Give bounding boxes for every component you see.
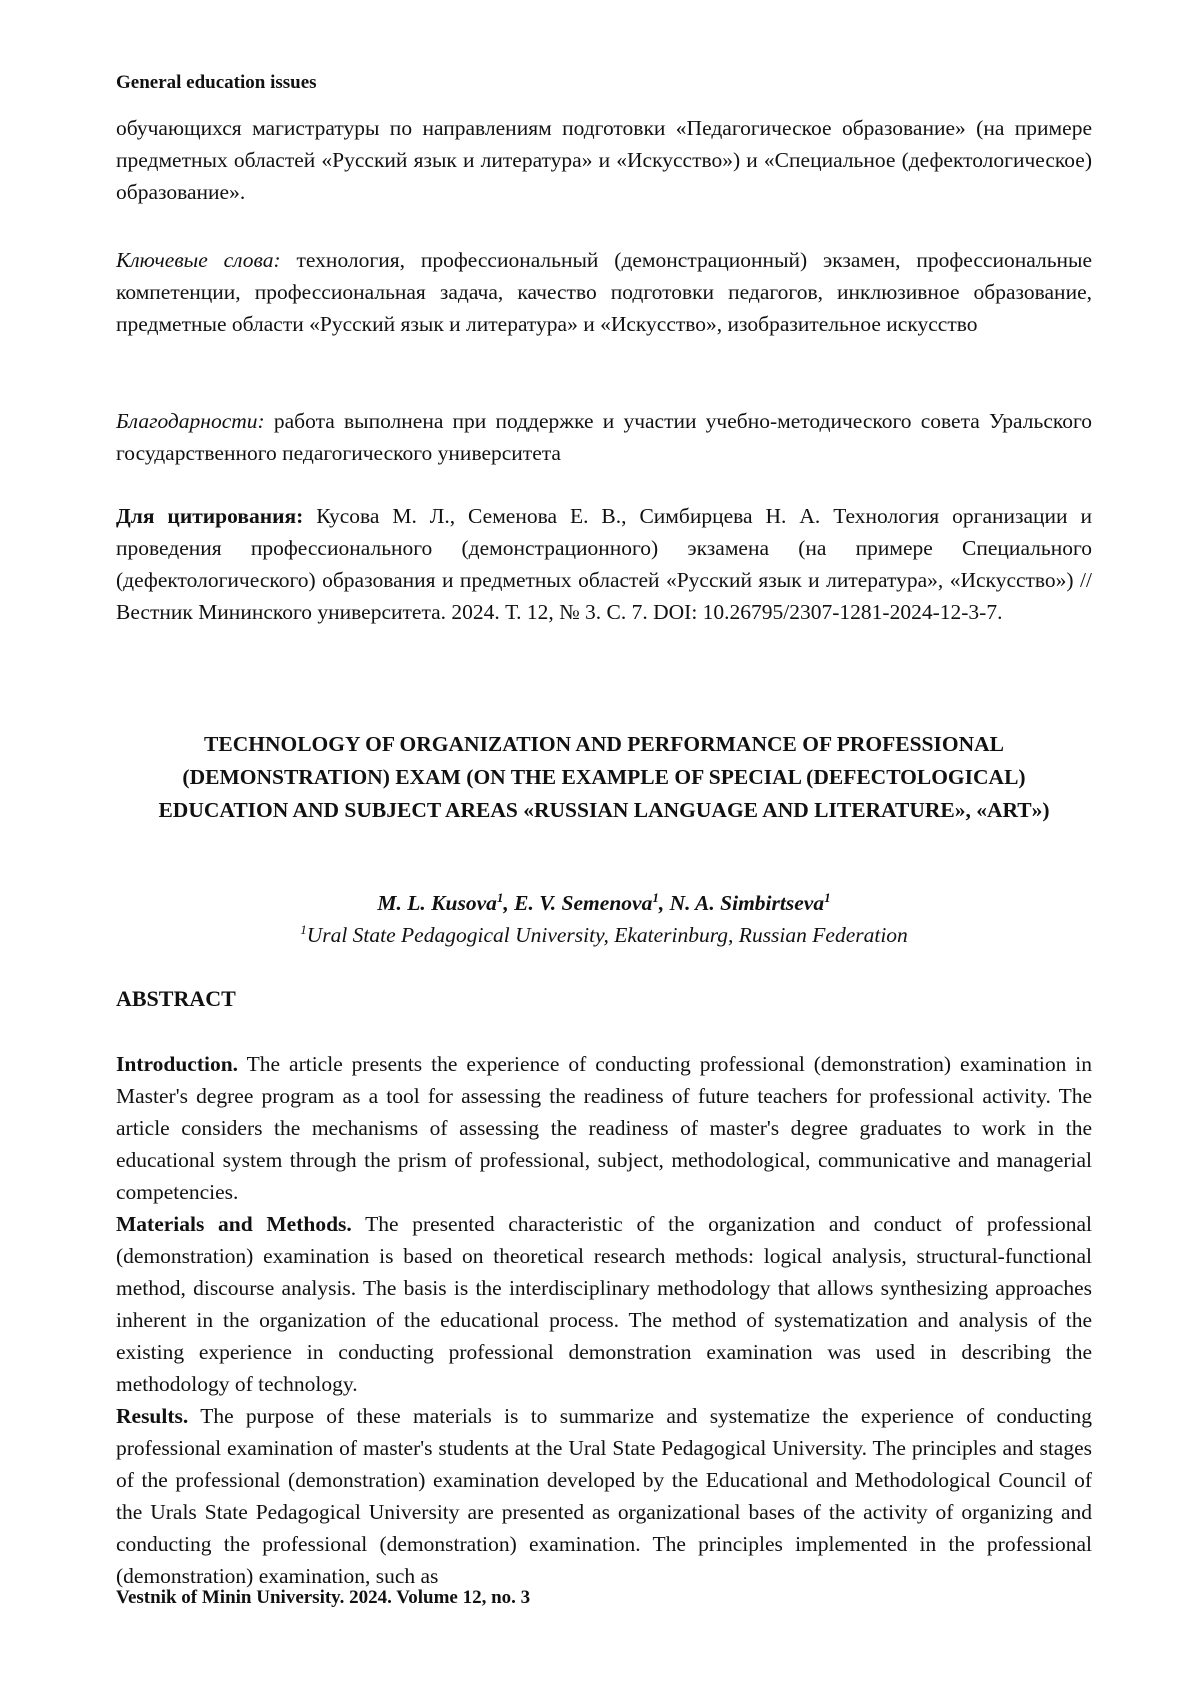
citation-label: Для цитирования:: [116, 504, 304, 528]
keywords-text: технология, профессиональный (демонстрационный) экзамен, профессиональные компетенции, профессиональная задача, качество подготовки педагогов, инклюзивное образование, предметные области «Русский язык и литература» и «Искусство», изобразительное искусство: [116, 248, 1092, 336]
journal-footer: Vestnik of Minin University. 2024. Volume 12, no. 3: [116, 1587, 531, 1608]
author-separator: ,: [503, 891, 515, 915]
introduction-text: The article presents the experience of conducting professional (demonstration) examination in Master's degree program as a tool for assessing the readiness of future teachers for professional activity. The article considers the mechanisms of assessing the readiness of master's degree graduates to work in the educational system through the prism of professional, subject, methodological, communicative and managerial competencies.: [116, 1052, 1092, 1204]
acknowledgments-text: работа выполнена при поддержке и участии учебно-методического совета Уральского государственного педагогического университета: [116, 409, 1092, 465]
acknowledgments-paragraph: [116, 405, 1092, 469]
affiliation-text: Ural State Pedagogical University, Ekaterinburg, Russian Federation: [306, 923, 908, 947]
running-head: General education issues: [116, 72, 317, 93]
abstract-body: [116, 1048, 1092, 1592]
author-name: M. L. Kusova: [377, 891, 497, 915]
author-name: N. A. Simbirtseva: [669, 891, 825, 915]
english-title: TECHNOLOGY OF ORGANIZATION AND PERFORMANCE OF PROFESSIONAL (DEMONSTRATION) EXAM (ON THE EXAMPLE OF SPECIAL (DEFECTOLOGICAL) EDUCATION AND SUBJECT AREAS «RUSSIAN LANGUAGE AND LITERATURE», «ART»): [158, 732, 1050, 822]
author-name: E. V. Semenova: [514, 891, 653, 915]
abstract-methods: [116, 1208, 1092, 1400]
introduction-label: Introduction.: [116, 1052, 239, 1076]
methods-label: Materials and Methods.: [116, 1212, 352, 1236]
citation-text: Кусова М. Л., Семенова Е. В., Симбирцева Н. А. Технология организации и проведения профессионального (демонстрационного) экзамена (на примере Специального (дефектологического) образования и предметных областей «Русский язык и литература», «Искусство») // Вестник Мининского университета. 2024. Т. 12, № 3. С. 7. DOI: 10.26795/2307-1281-2024-12-3-7.: [116, 504, 1093, 624]
results-text: The purpose of these materials is to summarize and systematize the experience of conducting professional examination of master's students at the Ural State Pedagogical University. The principles and stages of the professional (demonstration) examination developed by the Educational and Methodological Council of the Urals State Pedagogical University are presented as organizational bases of the activity of organizing and conducting the professional (demonstration) examination. The principles implemented in the professional (demonstration) examination, such as: [116, 1404, 1092, 1588]
results-label: Results.: [116, 1404, 189, 1428]
authors-line: [116, 888, 1092, 918]
keywords-label: Ключевые слова:: [116, 248, 281, 272]
author-separator: ,: [658, 891, 670, 915]
abstract-results: [116, 1400, 1092, 1592]
keywords-paragraph: [116, 244, 1092, 340]
abstract-heading: ABSTRACT: [116, 986, 236, 1011]
methods-text: The presented characteristic of the organization and conduct of professional (demonstration) examination is based on theoretical research methods: logical analysis, structural-functional method, discourse analysis. The basis is the interdisciplinary methodology that allows synthesizing approaches inherent in the organization of the educational process. The method of systematization and analysis of the existing experience in conducting professional demonstration examination was used in describing the methodology of technology.: [116, 1212, 1092, 1396]
ru-intro-tail: обучающихся магистратуры по направлениям подготовки «Педагогическое образование» (на примере предметных областей «Русский язык и литература» и «Искусство») и «Специальное (дефектологическое) образование».: [116, 116, 1092, 204]
author-affiliation-mark: 1: [652, 889, 659, 905]
affiliation-line: [116, 920, 1092, 950]
author-affiliation-mark: 1: [824, 889, 831, 905]
acknowledgments-label: Благодарности:: [116, 409, 265, 433]
citation-paragraph: [116, 500, 1092, 628]
author-affiliation-mark: 1: [496, 889, 504, 905]
affiliation-mark: 1: [300, 921, 307, 937]
abstract-introduction: [116, 1048, 1092, 1208]
